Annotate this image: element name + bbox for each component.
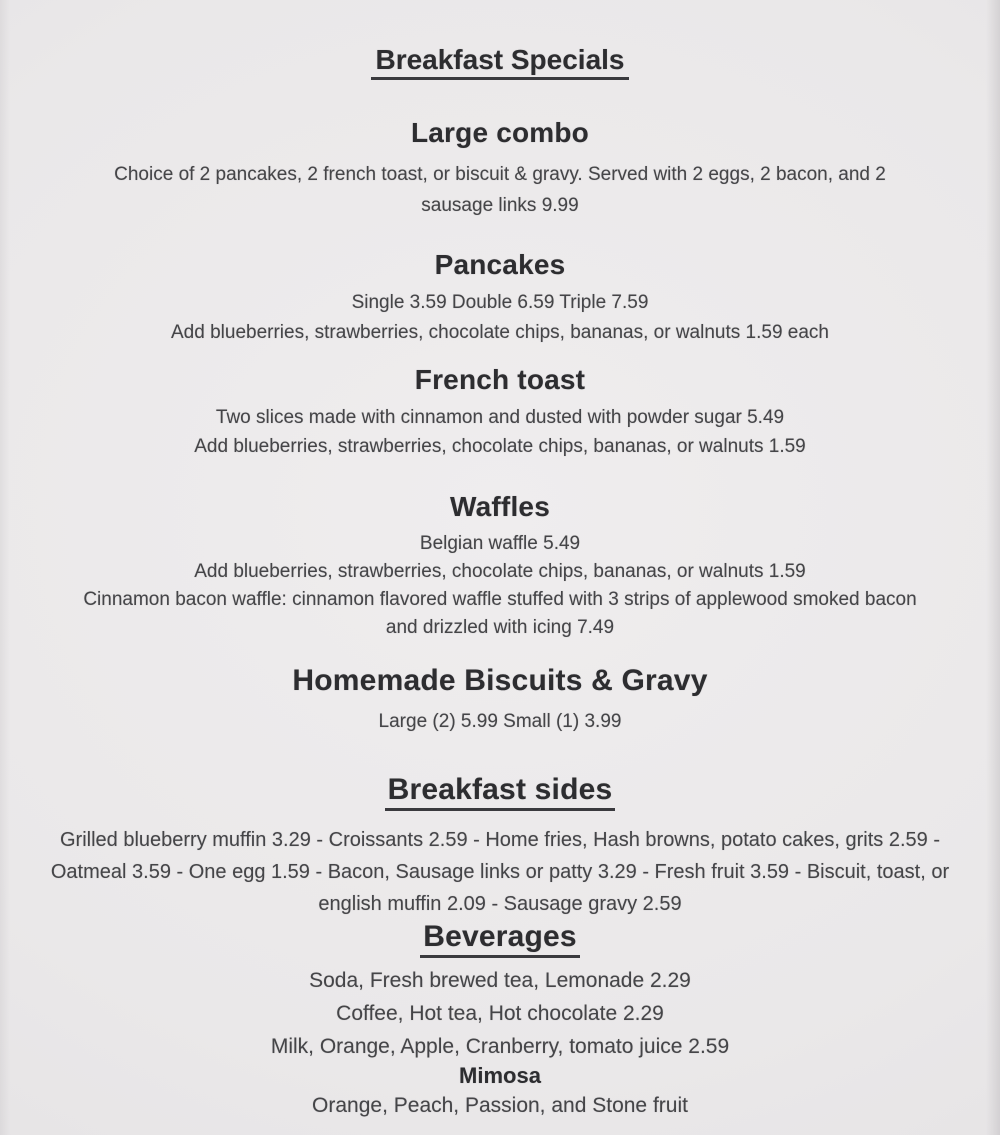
menu-title-row xyxy=(0,44,1000,81)
heading-pancakes: Pancakes xyxy=(434,249,566,280)
mimosa-description xyxy=(0,1091,1000,1121)
menu-line: Add blueberries, strawberries, chocolate chips, bananas, or walnuts 1.59 xyxy=(194,436,806,457)
menu-line: sausage links 9.99 xyxy=(421,195,579,216)
heading-french-toast: French toast xyxy=(414,364,586,395)
heading-beverages-text: Beverages xyxy=(420,920,580,958)
menu-line: Milk, Orange, Apple, Cranberry, tomato juice 2.59 xyxy=(270,1035,730,1058)
menu-title: Breakfast Specials xyxy=(371,44,628,80)
menu-line: Orange, Peach, Passion, and Stone fruit xyxy=(312,1094,688,1117)
menu-line: Choice of 2 pancakes, 2 french toast, or biscuit & gravy. Served with 2 eggs, 2 bacon, and 2 xyxy=(114,164,886,185)
beverages-description xyxy=(0,964,1000,1063)
menu-line: Belgian waffle 5.49 xyxy=(419,533,581,554)
heading-large-combo: Large combo xyxy=(410,117,589,148)
section-french-toast xyxy=(0,364,1000,461)
biscuits-gravy-description xyxy=(0,707,1000,737)
large-combo-description xyxy=(0,159,1000,221)
menu-line: Coffee, Hot tea, Hot chocolate 2.29 xyxy=(336,1002,664,1025)
heading-breakfast-sides-text: Breakfast sides xyxy=(385,773,616,811)
menu-line: Large (2) 5.99 Small (1) 3.99 xyxy=(378,711,622,732)
menu-line: Grilled blueberry muffin 3.29 - Croissants 2.59 - Home fries, Hash browns, potato cakes, grits 2.59 - xyxy=(59,829,940,851)
heading-mimosa: Mimosa xyxy=(459,1063,541,1088)
heading-breakfast-sides xyxy=(0,773,1000,811)
heading-waffles: Waffles xyxy=(450,491,550,522)
pancakes-description xyxy=(0,288,1000,348)
french-toast-description xyxy=(0,403,1000,461)
menu-line: Add blueberries, strawberries, chocolate chips, bananas, or walnuts 1.59 xyxy=(194,561,806,582)
menu-line: Single 3.59 Double 6.59 Triple 7.59 xyxy=(351,292,649,313)
menu-line: Cinnamon bacon waffle: cinnamon flavored waffle stuffed with 3 strips of applewood smoked bacon xyxy=(83,589,917,610)
waffles-description xyxy=(0,530,1000,642)
section-large-combo xyxy=(0,117,1000,221)
menu-line: Soda, Fresh brewed tea, Lemonade 2.29 xyxy=(309,969,691,992)
menu-line: english muffin 2.09 - Sausage gravy 2.59 xyxy=(318,893,682,915)
menu-line: Two slices made with cinnamon and dusted with powder sugar 5.49 xyxy=(215,407,785,428)
menu-line: and drizzled with icing 7.49 xyxy=(385,617,615,638)
section-pancakes xyxy=(0,249,1000,348)
heading-biscuits-gravy: Homemade Biscuits & Gravy xyxy=(292,664,708,697)
section-beverages xyxy=(0,920,1000,1121)
section-biscuits-gravy xyxy=(0,664,1000,737)
menu-line: Oatmeal 3.59 - One egg 1.59 - Bacon, Sausage links or patty 3.29 - Fresh fruit 3.59 - Biscuit, toast, or xyxy=(50,861,950,883)
breakfast-sides-description xyxy=(0,824,1000,920)
section-waffles xyxy=(0,491,1000,642)
section-breakfast-sides xyxy=(0,773,1000,920)
menu-line: Add blueberries, strawberries, chocolate chips, bananas, or walnuts 1.59 each xyxy=(171,322,829,343)
heading-beverages xyxy=(0,920,1000,958)
